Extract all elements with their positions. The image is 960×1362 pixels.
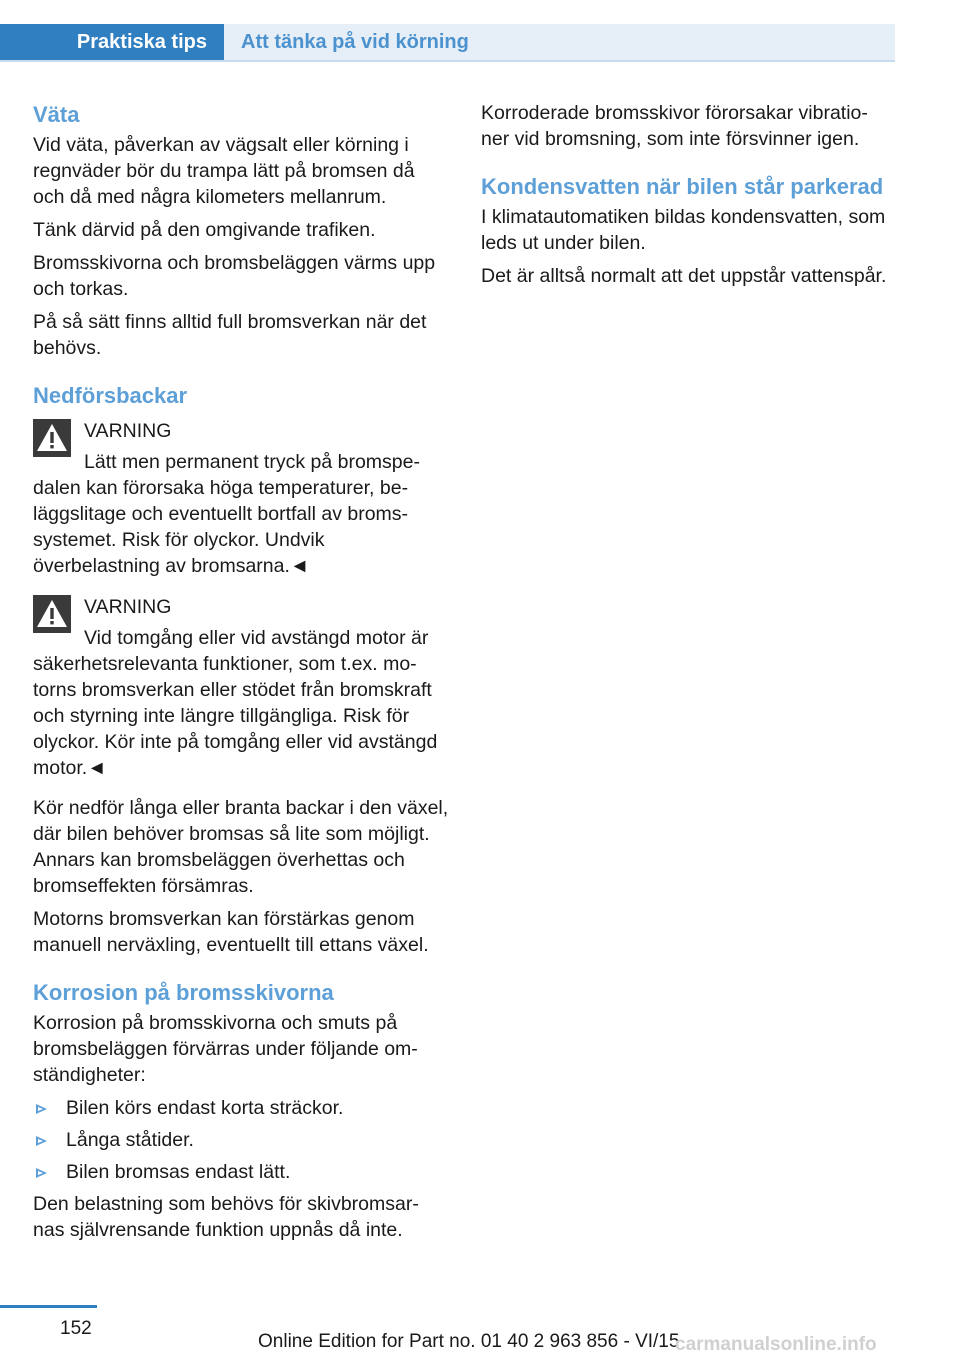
paragraph: Kör nedför långa eller branta backar i den växel, där bilen behöver bromsas så lite som möjligt. Annars kan bromsbeläggen överhettas och bromseffekten försämras. (33, 797, 449, 897)
paragraph: På så sätt finns alltid full bromsverkan när det behövs. (33, 311, 427, 359)
section-nedforsbackar (33, 381, 453, 958)
warning-title: VARNING (84, 420, 172, 442)
warning-text: Lätt men permanent tryck på bromspe- (84, 451, 420, 473)
page-header (0, 24, 895, 62)
right-column (481, 100, 901, 309)
list-item: Bilen bromsas endast lätt. (33, 1159, 453, 1185)
header-divider (0, 60, 895, 62)
paragraph: Den belastning som behövs för skivbromsar- nas självrensande funktion uppnås då inte. (33, 1193, 419, 1241)
paragraph: Vid väta, påverkan av vägsalt eller körning i regnväder bör du trampa lätt på bromsen då och då med några kilometers mellanrum. (33, 134, 415, 208)
list-item: Långa ståtider. (33, 1127, 453, 1153)
watermark: carmanualsonline.info (675, 1334, 877, 1355)
paragraph: I klimatautomatiken bildas kondensvatten, som leds ut under bilen. (481, 206, 886, 254)
section-vata (33, 100, 453, 361)
bullet-list (33, 1095, 453, 1185)
header-chapter-tab: Att tänka på vid körning (224, 24, 895, 60)
heading-vata: Väta (33, 102, 80, 127)
header-section-tab: Praktiska tips (0, 24, 224, 60)
heading-korrosion: Korrosion på bromsskivorna (33, 980, 334, 1005)
footer-accent-line (0, 1305, 97, 1308)
page-number: 152 (60, 1318, 92, 1339)
warning-triangle-icon (33, 595, 71, 633)
paragraph: Korrosion på bromsskivorna och smuts på bromsbeläggen förvärras under följande om- ständigheter: (33, 1012, 418, 1086)
paragraph: Det är alltså normalt att det uppstår vattenspår. (481, 265, 887, 287)
warning-text: dalen kan förorsaka höga temperaturer, be- läggslitage och eventuellt bortfall av broms- systemet. Risk för olyckor. Undvik överbelastning av bromsarna.◄ (33, 477, 409, 577)
warning-box (33, 595, 453, 781)
paragraph: Tänk därvid på den omgivande trafiken. (33, 219, 376, 241)
left-column (33, 100, 453, 1263)
paragraph: Motorns bromsverkan kan förstärkas genom manuell nerväxling, eventuellt till ettans växel. (33, 908, 429, 956)
section-kondensvatten (481, 172, 901, 289)
heading-kondensvatten: Kondensvatten när bilen står parkerad (481, 174, 884, 199)
warning-text: Vid tomgång eller vid avstängd motor är (84, 627, 429, 649)
section-korrosion (33, 978, 453, 1243)
warning-box (33, 419, 453, 579)
paragraph: Korroderade bromsskivor förorsakar vibratio- ner vid bromsning, som inte försvinner igen. (481, 102, 868, 150)
warning-title: VARNING (84, 596, 172, 618)
list-item: Bilen körs endast korta sträckor. (33, 1095, 453, 1121)
warning-triangle-icon (33, 419, 71, 457)
heading-nedforsbackar: Nedförsbackar (33, 383, 188, 408)
edition-text: Online Edition for Part no. 01 40 2 963 856 - VI/15 (258, 1331, 680, 1352)
paragraph: Bromsskivorna och bromsbeläggen värms upp och torkas. (33, 252, 436, 300)
warning-text: säkerhetsrelevanta funktioner, som t.ex. mo- torns bromsverkan eller stödet från bromskraft och styrning inte längre tillgängliga. Risk för olyckor. Kör inte på tomgång eller vid avstängd motor.◄ (33, 653, 438, 779)
